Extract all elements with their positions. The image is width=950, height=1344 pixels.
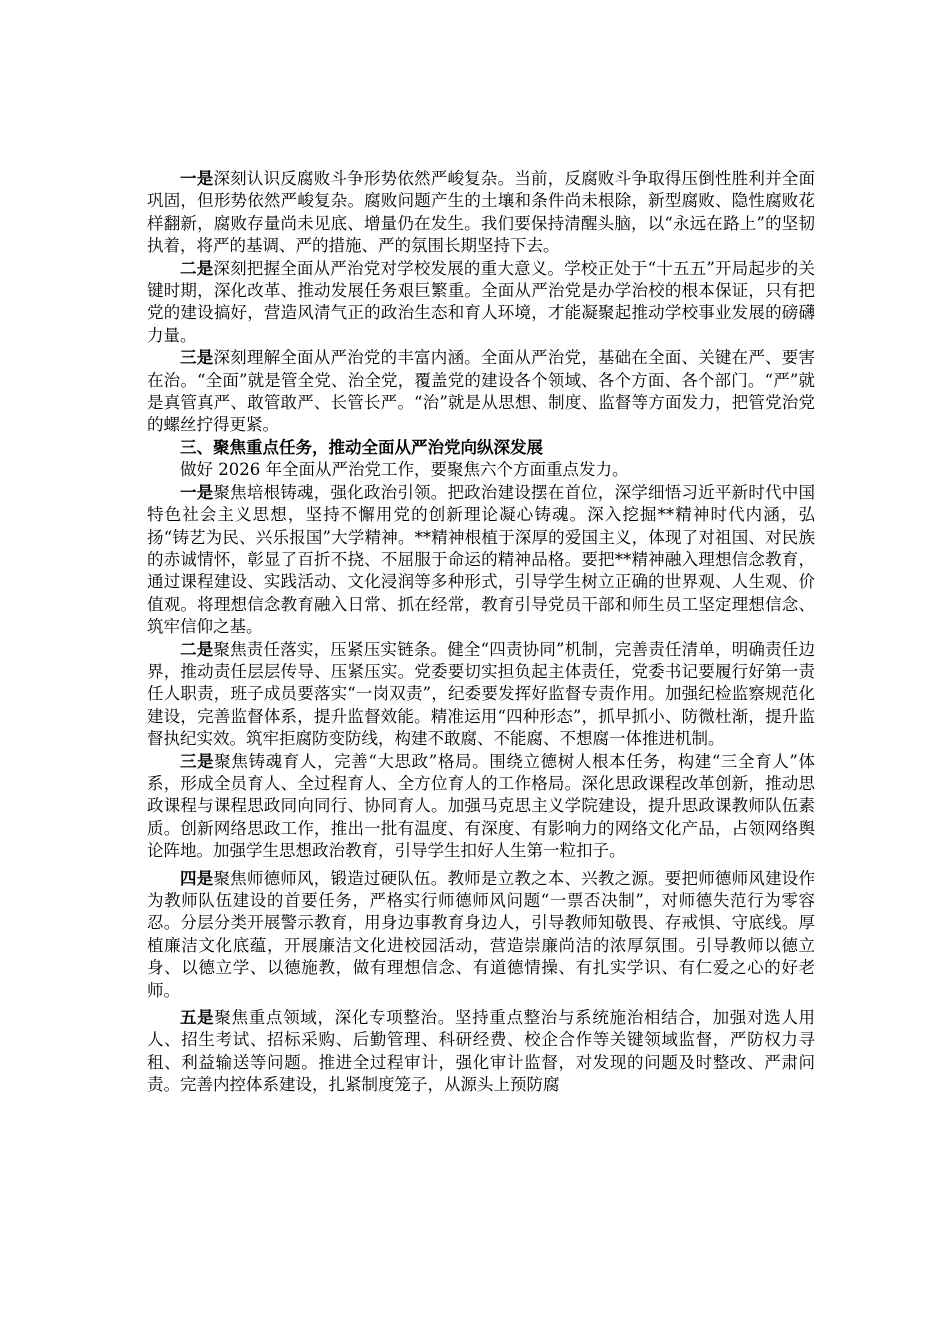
paragraph-point-3 <box>147 347 815 437</box>
paragraph-text: 聚焦铸魂育人，完善“大思政”格局。围绕立德树人根本任务，构建“三全育人”体系，形成全员育人、全过程育人、全方位育人的工作格局。深化思政课程改革创新，推动思政课程与课程思政同向同行、协同育人。加强马克思主义学院建设，提升思政课教师队伍素质。创新网络思政工作，推出一批有温度、有深度、有影响力的网络文化产品，占领网络舆论阵地。加强学生思想政治教育，引导学生扣好人生第一粒扣子。 <box>147 751 815 861</box>
task-paragraph-4 <box>147 868 815 1002</box>
paragraph-lead: 一是 <box>180 482 214 502</box>
paragraph-lead: 五是 <box>180 1008 215 1028</box>
task-paragraph-3 <box>147 751 815 863</box>
paragraph-text: 聚焦培根铸魂，强化政治引领。把政治建设摆在首位，深学细悟习近平新时代中国特色社会主义思想，坚持不懈用党的创新理论凝心铸魂。深入挖掘**精神时代内涵，弘扬“铸艺为民、兴乐报国”大学精神。**精神根植于深厚的爱国主义，体现了对祖国、对民族的赤诚情怀，彰显了百折不挠、不屈服于命运的精神品格。要把**精神融入理想信念教育，通过课程建设、实践活动、文化浸润等多种形式，引导学生树立正确的世界观、人生观、价值观。将理想信念教育融入日常、抓在经常，教育引导党员干部和师生员工坚定理想信念、筑牢信仰之基。 <box>147 482 816 637</box>
paragraph-text: 深刻理解全面从严治党的丰富内涵。全面从严治党，基础在全面、关键在严、要害在治。“全面”就是管全党、治全党，覆盖党的建设各个领域、各个方面、各个部门。“严”就是真管真严、敢管敢严、长管长严。“治”就是从思想、制度、监督等方面发力，把管党治党的螺丝拧得更紧。 <box>147 348 816 435</box>
document-body <box>147 168 815 1097</box>
paragraph-lead: 三是 <box>180 751 215 771</box>
paragraph-text: 深刻认识反腐败斗争形势依然严峻复杂。当前，反腐败斗争取得压倒性胜利并全面巩固，但形势依然严峻复杂。腐败问题产生的土壤和条件尚未根除，新型腐败、隐性腐败花样翻新，腐败存量尚未见底、增量仍在发生。我们要保持清醒头脑，以“永远在路上”的坚韧执着，将严的基调、严的措施、严的氛围长期坚持下去。 <box>147 169 816 256</box>
task-paragraph-2 <box>147 639 815 751</box>
paragraph-lead: 二是 <box>180 639 214 659</box>
paragraph-lead: 二是 <box>180 258 214 278</box>
paragraph-lead: 三是 <box>180 348 214 368</box>
section-heading: 三、聚焦重点任务，推动全面从严治党向纵深发展 <box>180 437 543 457</box>
paragraph-text: 聚焦责任落实，压紧压实链条。健全“四责协同”机制，完善责任清单，明确责任边界，推动责任层层传导、压紧压实。党委要切实担负起主体责任，党委书记要履行好第一责任人职责，班子成员要落实“一岗双责”，纪委要发挥好监督专责作用。加强纪检监察规范化建设，完善监督体系，提升监督效能。精准运用“四种形态”，抓早抓小、防微杜渐，提升监督执纪实效。筑牢拒腐防变防线，构建不敢腐、不能腐、不想腐一体推进机制。 <box>147 639 816 749</box>
paragraph-text: 聚焦重点领域，深化专项整治。坚持重点整治与系统施治相结合，加强对选人用人、招生考试、招标采购、后勤管理、科研经费、校企合作等关键领域监督，严防权力寻租、利益输送等问题。推进全过程审计，强化审计监督，对发现的问题及时整改、严肃问责。完善内控体系建设，扎紧制度笼子，从源头上预防腐 <box>147 1008 816 1095</box>
paragraph-point-1 <box>147 168 815 258</box>
paragraph-lead: 四是 <box>180 868 214 888</box>
paragraph-text: 聚焦师德师风，锻造过硬队伍。教师是立教之本、兴教之源。要把师德师风建设作为教师队伍建设的首要任务，严格实行师德师风问题“一票否决制”，对师德失范行为零容忍。分层分类开展警示教育，用身边事教育身边人，引导教师知敬畏、存戒惧、守底线。厚植廉洁文化底蕴，开展廉洁文化进校园活动，营造崇廉尚洁的浓厚氛围。引导教师以德立身、以德立学、以德施教，做有理想信念、有道德情操、有扎实学识、有仁爱之心的好老师。 <box>147 868 816 1000</box>
paragraph-lead: 一是 <box>180 169 214 188</box>
task-paragraph-5 <box>147 1007 815 1097</box>
task-paragraph-1 <box>147 482 815 639</box>
paragraph-point-2 <box>147 258 815 348</box>
section-intro: 做好 2026 年全面从严治党工作，要聚焦六个方面重点发力。 <box>180 460 629 480</box>
paragraph-text: 深刻把握全面从严治党对学校发展的重大意义。学校正处于“十五五”开局起步的关键时期，深化改革、推动发展任务艰巨繁重。全面从严治党是办学治校的根本保证，只有把党的建设搞好，营造风清气正的政治生态和育人环境，才能凝聚起推动学校事业发展的磅礴力量。 <box>147 258 816 345</box>
